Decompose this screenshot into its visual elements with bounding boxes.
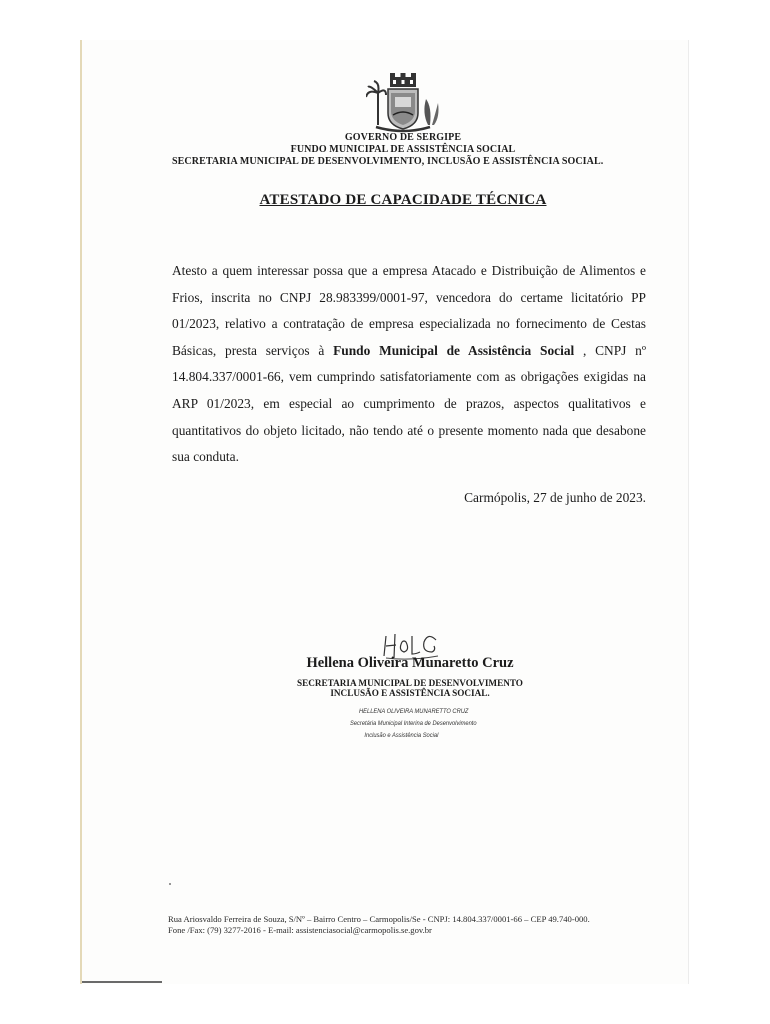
page-edge-line: [82, 981, 162, 983]
header-government: GOVERNO DE SERGIPE: [344, 132, 462, 143]
signatory-role-line1: SECRETARIA MUNICIPAL DE DESENVOLVIMENTO: [297, 678, 523, 688]
paragraph-text-2: , CNPJ nº 14.804.337/0001-66, vem cumprindo satisfatoriamente com as obrigações exigidas na ARP 01/2023, em especial ao cumprimento de prazos, aspectos qualitativos e quantitativos do objeto licitado, não tendo até o presente momento nada que desabone sua conduta.: [172, 342, 646, 465]
official-stamp: [350, 706, 490, 742]
header-secretariat: SECRETARIA MUNICIPAL DE DESENVOLVIMENTO, INCLUSÃO E ASSISTÊNCIA SOCIAL.: [172, 156, 604, 167]
document-page: [82, 40, 688, 984]
signatory-name: Hellena Oliveira Munaretto Cruz: [306, 655, 514, 671]
paragraph-text-1: Atesto a quem interessar possa que a empresa Atacado e Distribuição de Alimentos e Frios, inscrita no CNPJ 28.983399/0001-97, vencedora do certame licitatório PP 01/2023, relativo a contratação de empresa especializada no fornecimento de Cestas Básicas, presta serviços à: [172, 263, 646, 358]
footer-address: Rua Ariosvaldo Ferreira de Souza, S/Nº – Bairro Centro – Carmopolis/Se - CNPJ: 14.804.337/0001-66 – CEP 49.740-000.: [168, 914, 590, 924]
signatory-role-line2: INCLUSÃO E ASSISTÊNCIA SOCIAL.: [330, 688, 490, 698]
attestation-paragraph: [172, 258, 646, 471]
coat-of-arms-icon: [366, 73, 440, 133]
footer-contact: Fone /Fax: (79) 3277-2016 - E-mail: assistenciasocial@carmopolis.se.gov.br: [168, 925, 432, 935]
date-line: Carmópolis, 27 de junho de 2023.: [464, 490, 646, 505]
stamp-line1: HELLENA OLIVEIRA MUNARETTO CRUZ: [359, 708, 469, 715]
header-fund: FUNDO MUNICIPAL DE ASSISTÊNCIA SOCIAL: [290, 144, 516, 155]
paragraph-bold-entity: Fundo Municipal de Assistência Social: [333, 342, 575, 358]
stamp-line3: Inclusão e Assistência Social: [364, 732, 439, 739]
stamp-line2: Secretária Municipal Interina de Desenvolvimento: [350, 720, 477, 727]
scan-speck: [169, 883, 171, 885]
document-title: ATESTADO DE CAPACIDADE TÉCNICA: [259, 192, 547, 208]
